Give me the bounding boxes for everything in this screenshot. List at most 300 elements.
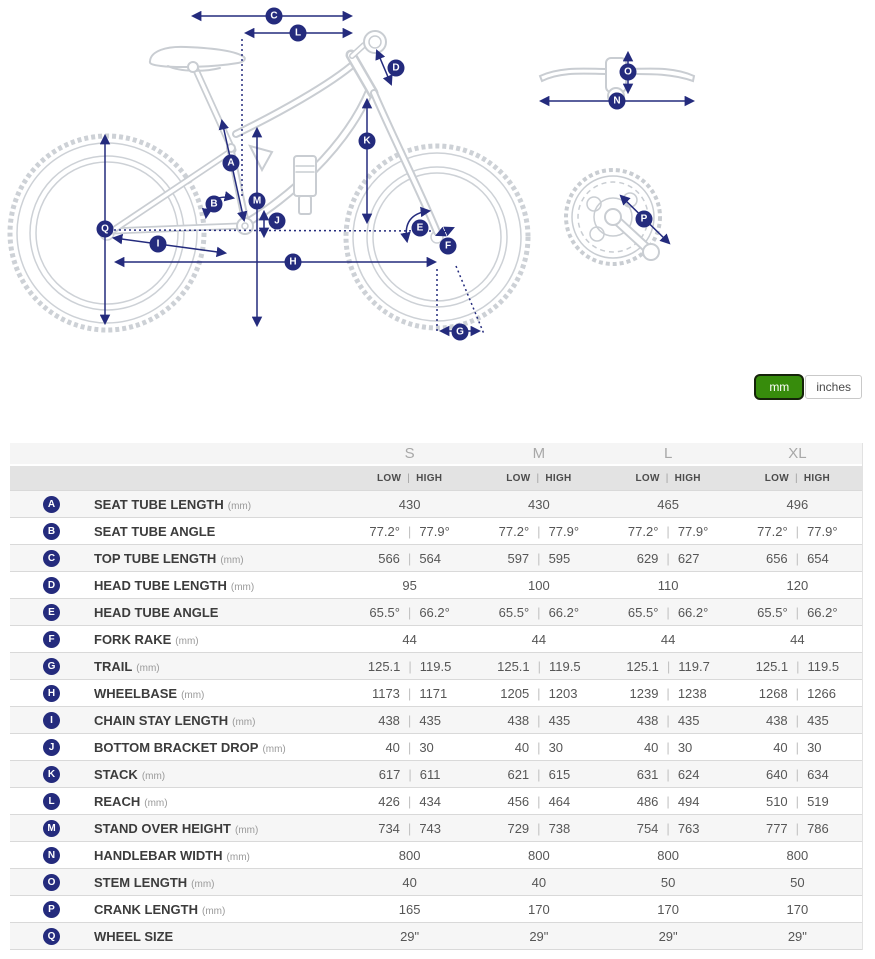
- value-cell: [345, 686, 474, 701]
- units-inches-button[interactable]: inches: [805, 375, 862, 399]
- low-label: LOW: [506, 472, 531, 484]
- table-row-Q: [10, 922, 862, 949]
- value-cell: [474, 875, 603, 890]
- value: 110: [657, 577, 679, 593]
- row-unit: (mm): [226, 851, 250, 863]
- value: 743: [419, 820, 442, 836]
- value: 1205: [500, 685, 530, 701]
- low-label: LOW: [764, 472, 789, 484]
- value-separator: |: [537, 820, 541, 836]
- value-cell: [345, 848, 474, 863]
- row-unit: (mm): [230, 581, 255, 593]
- value: 66.2°: [419, 604, 450, 620]
- row-label: CRANK LENGTH (mm): [94, 901, 226, 917]
- value-cell: [474, 551, 603, 566]
- row-label: BOTTOM BRACKET DROP (mm): [94, 739, 286, 755]
- value: 1238: [677, 685, 707, 701]
- diagram-marker-D: D: [388, 60, 405, 77]
- value: 624: [677, 766, 700, 782]
- value: 426: [378, 793, 400, 809]
- value: 629: [636, 550, 659, 566]
- value-separator: |: [666, 604, 670, 620]
- value-cell: [345, 659, 474, 674]
- row-label: WHEELBASE (mm): [94, 685, 205, 701]
- diagram-marker-J: J: [269, 213, 286, 230]
- value-separator: |: [795, 793, 800, 809]
- value-cell: [474, 659, 603, 674]
- value: 640: [765, 766, 788, 782]
- value: 66.2°: [677, 604, 709, 620]
- geometry-table: [10, 443, 863, 950]
- value-cell: [733, 767, 862, 782]
- value-cell: [733, 902, 862, 917]
- value: 125.1: [755, 658, 789, 674]
- value-cell: [345, 578, 474, 593]
- row-label-cell: [10, 820, 345, 837]
- value: 50: [790, 874, 805, 890]
- low-high-header: [604, 473, 733, 484]
- value: 615: [548, 766, 571, 782]
- value-separator: |: [537, 793, 541, 809]
- value: 456: [507, 793, 530, 809]
- value-separator: |: [795, 820, 800, 836]
- row-marker-J: J: [43, 739, 60, 756]
- value: 77.2°: [369, 523, 400, 539]
- row-marker-D: D: [43, 577, 60, 594]
- size-header-xl: XL: [788, 445, 807, 462]
- value-cell: [474, 848, 603, 863]
- low-high-separator: |: [665, 472, 669, 484]
- value-cell: [474, 902, 603, 917]
- value-separator: |: [537, 766, 541, 782]
- value-separator: |: [407, 604, 412, 620]
- value: 125.1: [626, 658, 659, 674]
- row-marker-I: I: [43, 712, 60, 729]
- value-cell: [733, 929, 862, 944]
- value: 95: [402, 577, 417, 593]
- value-cell: [474, 821, 603, 836]
- row-unit: (mm): [136, 662, 160, 674]
- row-label: SEAT TUBE LENGTH (mm): [94, 496, 252, 512]
- value-separator: |: [408, 766, 412, 782]
- value: 564: [419, 550, 442, 566]
- value-cell: [474, 740, 603, 755]
- value-cell: [345, 524, 474, 539]
- value: 800: [528, 847, 550, 863]
- value: 435: [548, 712, 571, 728]
- table-row-N: [10, 841, 862, 868]
- row-unit: (mm): [232, 716, 256, 728]
- row-label-cell: [10, 928, 345, 945]
- diagram-marker-M: M: [249, 193, 266, 210]
- value-separator: |: [666, 550, 670, 566]
- row-unit: (mm): [144, 797, 168, 809]
- row-marker-B: B: [43, 523, 60, 540]
- value: 30: [419, 739, 434, 755]
- value-separator: |: [537, 550, 541, 566]
- value-cell: [474, 605, 603, 620]
- value: 119.5: [419, 658, 452, 674]
- value-cell: [345, 821, 474, 836]
- row-label: WHEEL SIZE: [94, 928, 174, 944]
- value-separator: |: [795, 523, 800, 539]
- diagram-marker-G: G: [452, 324, 469, 341]
- value: 595: [548, 550, 571, 566]
- value: 77.9°: [807, 523, 838, 539]
- value-cell: [474, 578, 603, 593]
- value-cell: [604, 875, 733, 890]
- diagram-marker-A: A: [223, 155, 240, 172]
- row-label-cell: [10, 874, 345, 891]
- grip-end: [364, 31, 386, 53]
- diagram-marker-I: I: [150, 236, 167, 253]
- row-marker-F: F: [43, 631, 60, 648]
- value: 100: [528, 577, 550, 593]
- row-label: TOP TUBE LENGTH (mm): [94, 550, 244, 566]
- diagram-marker-N: N: [609, 93, 626, 110]
- value-cell: [733, 659, 862, 674]
- row-label: HEAD TUBE ANGLE: [94, 604, 219, 620]
- low-high-separator: |: [536, 472, 540, 484]
- value: 170: [786, 901, 809, 917]
- value: 1268: [758, 685, 788, 701]
- value-separator: |: [666, 658, 671, 674]
- row-label: STACK (mm): [94, 766, 166, 782]
- value: 763: [677, 820, 700, 836]
- value: 40: [514, 739, 530, 755]
- table-row-F: [10, 625, 862, 652]
- value-cell: [474, 632, 603, 647]
- diagram-marker-F: F: [440, 238, 457, 255]
- value-separator: |: [407, 550, 412, 566]
- row-marker-P: P: [43, 901, 60, 918]
- row-marker-Q: Q: [43, 928, 60, 945]
- value: 627: [677, 550, 700, 566]
- value: 170: [657, 901, 679, 917]
- row-unit: (mm): [191, 878, 215, 890]
- low-high-header: [345, 473, 474, 484]
- row-marker-K: K: [43, 766, 60, 783]
- table-row-C: [10, 544, 862, 571]
- value: 77.9°: [548, 523, 580, 539]
- value: 125.1: [497, 658, 530, 674]
- value: 435: [677, 712, 700, 728]
- row-label: TRAIL (mm): [94, 658, 160, 674]
- row-marker-E: E: [43, 604, 60, 621]
- high-label: HIGH: [416, 472, 443, 484]
- table-row-E: [10, 598, 862, 625]
- value: 40: [643, 739, 659, 755]
- row-marker-M: M: [43, 820, 60, 837]
- value: 170: [528, 901, 550, 917]
- value-cell: [733, 848, 862, 863]
- value-separator: |: [795, 550, 800, 566]
- value: 30: [807, 739, 822, 755]
- row-marker-O: O: [43, 874, 60, 891]
- value: 44: [790, 631, 805, 647]
- table-row-G: [10, 652, 862, 679]
- value: 496: [786, 496, 809, 512]
- size-header-m: M: [532, 445, 546, 462]
- value: 800: [657, 847, 679, 863]
- row-label: FORK RAKE (mm): [94, 631, 199, 647]
- value-separator: |: [537, 739, 541, 755]
- value: 438: [765, 712, 788, 728]
- diagram-marker-O: O: [620, 64, 637, 81]
- value-separator: |: [795, 685, 800, 701]
- value-cell: [604, 794, 733, 809]
- value: 777: [765, 820, 788, 836]
- row-unit: (mm): [181, 689, 205, 701]
- value: 434: [419, 793, 442, 809]
- value: 66.2°: [548, 604, 580, 620]
- value-cell: [345, 551, 474, 566]
- value: 77.2°: [627, 523, 659, 539]
- row-label: CHAIN STAY LENGTH (mm): [94, 712, 256, 728]
- value: 29": [529, 928, 549, 944]
- value-cell: [733, 740, 862, 755]
- value-separator: |: [407, 712, 412, 728]
- value: 430: [528, 496, 550, 512]
- value: 654: [807, 550, 829, 566]
- value-separator: |: [537, 712, 541, 728]
- table-row-K: [10, 760, 862, 787]
- value: 77.2°: [757, 523, 788, 539]
- value-separator: |: [407, 523, 412, 539]
- value-separator: |: [666, 712, 670, 728]
- low-high-header: [733, 473, 862, 484]
- linkage: [250, 146, 272, 170]
- value-cell: [604, 821, 733, 836]
- row-unit: (mm): [175, 635, 199, 647]
- value: 65.5°: [627, 604, 659, 620]
- value: 44: [660, 631, 676, 647]
- value-cell: [345, 740, 474, 755]
- value: 597: [507, 550, 530, 566]
- value: 1239: [629, 685, 659, 701]
- value: 77.9°: [419, 523, 450, 539]
- low-label: LOW: [635, 472, 660, 484]
- table-row-J: [10, 733, 862, 760]
- value: 800: [398, 847, 421, 863]
- row-marker-L: L: [43, 793, 60, 810]
- size-header-row: [10, 443, 862, 464]
- value: 494: [677, 793, 700, 809]
- row-label-cell: [10, 901, 345, 918]
- value: 1173: [371, 685, 400, 701]
- low-high-header: [474, 473, 603, 484]
- value-separator: |: [796, 658, 800, 674]
- value-cell: [345, 875, 474, 890]
- row-label: SEAT TUBE ANGLE: [94, 523, 216, 539]
- value: 438: [507, 712, 530, 728]
- value-separator: |: [666, 523, 670, 539]
- value: 634: [807, 766, 829, 782]
- row-unit: (mm): [227, 500, 252, 512]
- value-separator: |: [795, 766, 800, 782]
- value: 435: [807, 712, 829, 728]
- units-mm-button[interactable]: mm: [754, 374, 804, 400]
- row-label: HEAD TUBE LENGTH (mm): [94, 577, 255, 593]
- row-label-cell: [10, 604, 345, 621]
- value: 786: [807, 820, 829, 836]
- high-label: HIGH: [545, 472, 572, 484]
- table-row-I: [10, 706, 862, 733]
- value-separator: |: [407, 685, 412, 701]
- size-header-s: S: [404, 445, 415, 462]
- value: 656: [765, 550, 788, 566]
- value-cell: [345, 929, 474, 944]
- value-cell: [474, 686, 603, 701]
- value-separator: |: [666, 766, 670, 782]
- value-separator: |: [407, 793, 412, 809]
- value: 464: [548, 793, 571, 809]
- row-label: HANDLEBAR WIDTH (mm): [94, 847, 250, 863]
- value: 125.1: [367, 658, 401, 674]
- value-separator: |: [537, 658, 542, 674]
- value-cell: [733, 794, 862, 809]
- row-label-cell: [10, 739, 345, 756]
- value: 510: [765, 793, 788, 809]
- value-cell: [604, 740, 733, 755]
- row-label-cell: [10, 793, 345, 810]
- high-label: HIGH: [803, 472, 831, 484]
- row-label-cell: [10, 577, 345, 594]
- value-separator: |: [795, 604, 800, 620]
- size-header-l: L: [663, 445, 673, 462]
- value: 65.5°: [757, 604, 788, 620]
- row-label-cell: [10, 550, 345, 567]
- value-cell: [474, 497, 603, 512]
- value: 40: [385, 739, 400, 755]
- row-unit: (mm): [235, 824, 259, 836]
- value: 119.5: [807, 658, 840, 674]
- value: 566: [378, 550, 400, 566]
- value: 1266: [807, 685, 836, 701]
- table-row-B: [10, 517, 862, 544]
- value: 729: [507, 820, 530, 836]
- row-label: STEM LENGTH (mm): [94, 874, 215, 890]
- value-cell: [733, 713, 862, 728]
- value: 119.7: [678, 658, 710, 674]
- value-cell: [733, 551, 862, 566]
- value: 435: [419, 712, 442, 728]
- row-label-cell: [10, 685, 345, 702]
- value-cell: [604, 929, 733, 944]
- row-label-cell: [10, 523, 345, 540]
- value-separator: |: [795, 739, 800, 755]
- diagram-marker-Q: Q: [97, 221, 114, 238]
- row-label-cell: [10, 847, 345, 864]
- row-label: STAND OVER HEIGHT (mm): [94, 820, 259, 836]
- table-row-D: [10, 571, 862, 598]
- value: 66.2°: [807, 604, 838, 620]
- value: 40: [531, 874, 547, 890]
- value: 621: [507, 766, 530, 782]
- value-cell: [604, 605, 733, 620]
- value: 438: [636, 712, 659, 728]
- value-cell: [604, 659, 733, 674]
- value-cell: [604, 497, 733, 512]
- value: 120: [786, 577, 809, 593]
- row-label-cell: [10, 496, 345, 513]
- value-cell: [345, 497, 474, 512]
- table-row-H: [10, 679, 862, 706]
- value: 734: [378, 820, 400, 836]
- row-unit: (mm): [220, 554, 244, 566]
- geometry-table-rows: [10, 490, 862, 950]
- value: 1171: [419, 685, 448, 701]
- diagram-marker-P: P: [636, 211, 653, 228]
- value: 800: [786, 847, 809, 863]
- value-separator: |: [407, 739, 412, 755]
- value-cell: [345, 605, 474, 620]
- value-cell: [345, 794, 474, 809]
- row-label-cell: [10, 631, 345, 648]
- value-cell: [474, 794, 603, 809]
- low-high-header-row: [10, 466, 862, 490]
- value-separator: |: [666, 685, 670, 701]
- value-cell: [345, 632, 474, 647]
- row-unit: (mm): [141, 770, 166, 782]
- low-high-separator: |: [407, 472, 411, 484]
- diagram-marker-B: B: [206, 196, 223, 213]
- value: 631: [636, 766, 659, 782]
- value-cell: [474, 767, 603, 782]
- value: 486: [636, 793, 659, 809]
- row-marker-G: G: [43, 658, 60, 675]
- diagram-marker-L: L: [290, 25, 307, 42]
- value: 611: [419, 766, 441, 782]
- value: 65.5°: [498, 604, 530, 620]
- value: 30: [548, 739, 564, 755]
- units-toggle: [754, 374, 862, 400]
- row-marker-A: A: [43, 496, 60, 513]
- value-cell: [345, 767, 474, 782]
- value: 29": [787, 928, 807, 944]
- row-unit: (mm): [202, 905, 226, 917]
- table-row-L: [10, 787, 862, 814]
- value-cell: [733, 821, 862, 836]
- row-marker-H: H: [43, 685, 60, 702]
- value: 738: [548, 820, 571, 836]
- value: 165: [398, 901, 421, 917]
- value-cell: [733, 875, 862, 890]
- value: 1203: [548, 685, 578, 701]
- value-separator: |: [537, 685, 541, 701]
- value-cell: [604, 524, 733, 539]
- value: 465: [657, 496, 679, 512]
- value: 519: [807, 793, 829, 809]
- value-separator: |: [537, 604, 541, 620]
- bike-geometry-diagram: [0, 0, 875, 365]
- high-label: HIGH: [674, 472, 701, 484]
- diagram-marker-C: C: [266, 8, 283, 25]
- diagram-marker-H: H: [285, 254, 302, 271]
- value: 119.5: [549, 658, 581, 674]
- value: 40: [773, 739, 788, 755]
- diagram-marker-K: K: [359, 133, 376, 150]
- rear-shock: [294, 156, 316, 196]
- value: 40: [402, 874, 417, 890]
- value-cell: [474, 929, 603, 944]
- value-cell: [474, 524, 603, 539]
- low-high-separator: |: [794, 472, 798, 484]
- value: 44: [531, 631, 547, 647]
- value: 29": [658, 928, 678, 944]
- value: 29": [400, 928, 420, 944]
- value: 30: [677, 739, 693, 755]
